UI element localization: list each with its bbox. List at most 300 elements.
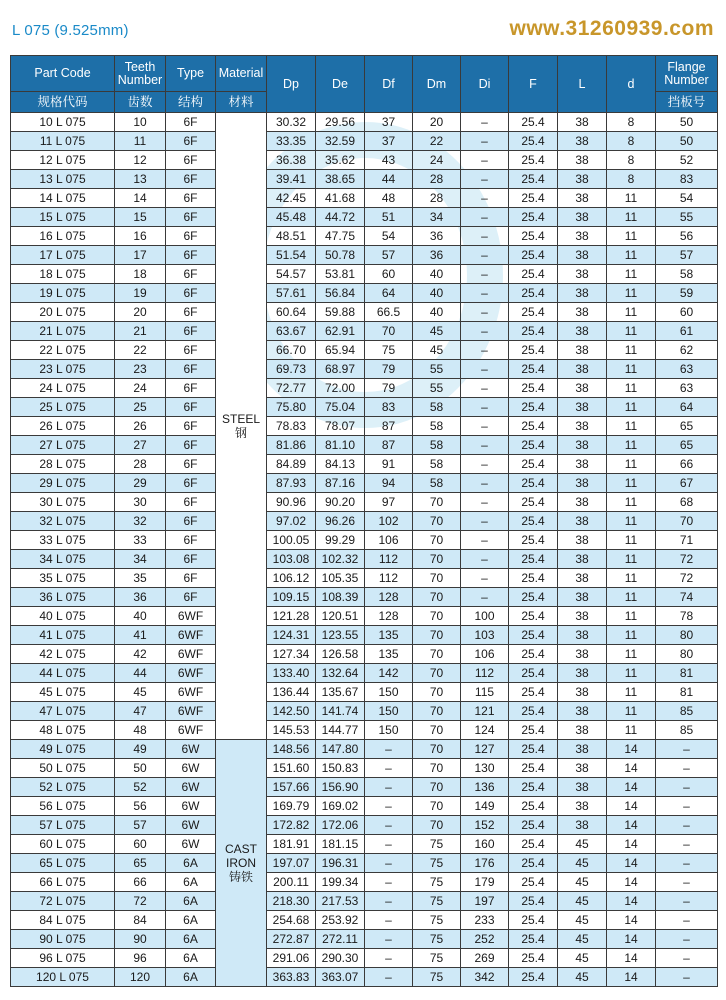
cell-d: 11 [607, 436, 656, 455]
cell-d: 11 [607, 645, 656, 664]
cell-l: 38 [558, 588, 607, 607]
cell-di: – [461, 208, 509, 227]
cell-d: 8 [607, 170, 656, 189]
cell-de: 253.92 [316, 911, 365, 930]
cell-di: – [461, 360, 509, 379]
cell-f: 25.4 [509, 702, 558, 721]
cell-de: 32.59 [316, 132, 365, 151]
cell-d: 11 [607, 341, 656, 360]
cell-dp: 145.53 [267, 721, 316, 740]
cell-flange-number: 68 [656, 493, 718, 512]
cell-flange-number: – [656, 930, 718, 949]
cell-de: 290.30 [316, 949, 365, 968]
cell-di: – [461, 322, 509, 341]
cell-de: 108.39 [316, 588, 365, 607]
cell-dm: 75 [413, 930, 461, 949]
cell-type: 6A [166, 873, 216, 892]
material-steel-en: STEEL [221, 412, 260, 426]
cell-l: 38 [558, 227, 607, 246]
cell-di: 149 [461, 797, 509, 816]
cell-de: 81.10 [316, 436, 365, 455]
cell-d: 14 [607, 835, 656, 854]
cell-d: 14 [607, 949, 656, 968]
cell-flange-number: 55 [656, 208, 718, 227]
cell-part-code: 16 L 075 [11, 227, 115, 246]
cell-dm: 70 [413, 702, 461, 721]
cell-type: 6A [166, 968, 216, 987]
cell-flange-number: 70 [656, 512, 718, 531]
cell-de: 141.74 [316, 702, 365, 721]
cell-type: 6F [166, 417, 216, 436]
cell-df: 128 [365, 607, 413, 626]
cell-type: 6A [166, 930, 216, 949]
cell-df: 106 [365, 531, 413, 550]
cell-type: 6F [166, 132, 216, 151]
page-title: L 075 (9.525mm) [12, 22, 129, 39]
cell-dm: 22 [413, 132, 461, 151]
cell-type: 6A [166, 854, 216, 873]
material-cast-line2: IRON [226, 856, 256, 870]
table-row [11, 170, 718, 189]
cell-dm: 70 [413, 607, 461, 626]
cell-part-code: 66 L 075 [11, 873, 115, 892]
cell-flange-number: 85 [656, 721, 718, 740]
cell-di: 127 [461, 740, 509, 759]
cell-di: 197 [461, 892, 509, 911]
cell-de: 50.78 [316, 246, 365, 265]
header-dp: Dp [267, 56, 316, 113]
cell-f: 25.4 [509, 417, 558, 436]
cell-part-code: 21 L 075 [11, 322, 115, 341]
cell-di: 179 [461, 873, 509, 892]
cell-type: 6F [166, 455, 216, 474]
cell-dm: 70 [413, 531, 461, 550]
cell-di: – [461, 341, 509, 360]
cell-teeth-number: 120 [115, 968, 166, 987]
table-row [11, 892, 718, 911]
cell-flange-number: 52 [656, 151, 718, 170]
cell-df: 87 [365, 417, 413, 436]
cell-f: 25.4 [509, 531, 558, 550]
table-row [11, 227, 718, 246]
table-row [11, 759, 718, 778]
cell-dm: 70 [413, 493, 461, 512]
cell-f: 25.4 [509, 930, 558, 949]
cell-di: – [461, 588, 509, 607]
cell-dp: 36.38 [267, 151, 316, 170]
cell-l: 38 [558, 189, 607, 208]
cell-dp: 63.67 [267, 322, 316, 341]
cell-f: 25.4 [509, 113, 558, 132]
cell-d: 14 [607, 854, 656, 873]
cell-teeth-number: 66 [115, 873, 166, 892]
cell-dp: 157.66 [267, 778, 316, 797]
cell-de: 102.32 [316, 550, 365, 569]
table-row [11, 645, 718, 664]
cell-flange-number: 85 [656, 702, 718, 721]
cell-type: 6WF [166, 607, 216, 626]
cell-df: 70 [365, 322, 413, 341]
cell-df: – [365, 873, 413, 892]
cell-flange-number: – [656, 797, 718, 816]
cell-de: 65.94 [316, 341, 365, 360]
cell-di: – [461, 531, 509, 550]
cell-dp: 103.08 [267, 550, 316, 569]
cell-df: 135 [365, 626, 413, 645]
cell-d: 11 [607, 702, 656, 721]
cell-flange-number: 74 [656, 588, 718, 607]
cell-df: – [365, 778, 413, 797]
cell-part-code: 41 L 075 [11, 626, 115, 645]
cell-flange-number: 83 [656, 170, 718, 189]
cell-teeth-number: 25 [115, 398, 166, 417]
cell-type: 6F [166, 284, 216, 303]
cell-part-code: 120 L 075 [11, 968, 115, 987]
cell-df: – [365, 911, 413, 930]
cell-di: 342 [461, 968, 509, 987]
cell-teeth-number: 13 [115, 170, 166, 189]
cell-teeth-number: 42 [115, 645, 166, 664]
cell-type: 6F [166, 493, 216, 512]
table-row [11, 930, 718, 949]
cell-part-code: 72 L 075 [11, 892, 115, 911]
cell-de: 156.90 [316, 778, 365, 797]
cell-part-code: 34 L 075 [11, 550, 115, 569]
cell-type: 6A [166, 949, 216, 968]
cell-teeth-number: 16 [115, 227, 166, 246]
cell-teeth-number: 96 [115, 949, 166, 968]
cell-f: 25.4 [509, 968, 558, 987]
cell-dm: 58 [413, 474, 461, 493]
cell-dp: 124.31 [267, 626, 316, 645]
cell-dm: 45 [413, 341, 461, 360]
cell-type: 6WF [166, 626, 216, 645]
cell-flange-number: 59 [656, 284, 718, 303]
cell-l: 38 [558, 265, 607, 284]
cell-de: 90.20 [316, 493, 365, 512]
cell-flange-number: – [656, 816, 718, 835]
cell-di: – [461, 227, 509, 246]
cell-dm: 70 [413, 626, 461, 645]
cell-l: 38 [558, 493, 607, 512]
cell-type: 6WF [166, 683, 216, 702]
cell-part-code: 27 L 075 [11, 436, 115, 455]
cell-type: 6F [166, 379, 216, 398]
cell-dp: 39.41 [267, 170, 316, 189]
cell-part-code: 11 L 075 [11, 132, 115, 151]
cell-f: 25.4 [509, 740, 558, 759]
cell-di: – [461, 569, 509, 588]
cell-dm: 36 [413, 246, 461, 265]
cell-f: 25.4 [509, 455, 558, 474]
cell-flange-number: – [656, 759, 718, 778]
cell-flange-number: 72 [656, 550, 718, 569]
cell-d: 8 [607, 132, 656, 151]
cell-de: 56.84 [316, 284, 365, 303]
cell-type: 6W [166, 759, 216, 778]
cell-teeth-number: 32 [115, 512, 166, 531]
cell-l: 38 [558, 151, 607, 170]
table-row [11, 341, 718, 360]
cell-de: 29.56 [316, 113, 365, 132]
table-row [11, 189, 718, 208]
cell-flange-number: 56 [656, 227, 718, 246]
cell-d: 11 [607, 512, 656, 531]
cell-type: 6F [166, 303, 216, 322]
cell-dp: 272.87 [267, 930, 316, 949]
cell-f: 25.4 [509, 911, 558, 930]
table-row [11, 398, 718, 417]
cell-type: 6F [166, 208, 216, 227]
cell-type: 6F [166, 569, 216, 588]
cell-de: 135.67 [316, 683, 365, 702]
cell-f: 25.4 [509, 721, 558, 740]
cell-dp: 51.54 [267, 246, 316, 265]
cell-d: 14 [607, 968, 656, 987]
cell-f: 25.4 [509, 797, 558, 816]
cell-type: 6F [166, 189, 216, 208]
cell-df: 48 [365, 189, 413, 208]
cell-dp: 121.28 [267, 607, 316, 626]
cell-di: 269 [461, 949, 509, 968]
cell-dm: 55 [413, 379, 461, 398]
cell-f: 25.4 [509, 835, 558, 854]
table-row [11, 569, 718, 588]
cell-d: 11 [607, 322, 656, 341]
material-cast-line1: CAST [224, 842, 257, 856]
cell-dm: 70 [413, 740, 461, 759]
cell-flange-number: 67 [656, 474, 718, 493]
cell-dp: 30.32 [267, 113, 316, 132]
table-row [11, 721, 718, 740]
cell-dp: 169.79 [267, 797, 316, 816]
cell-dm: 70 [413, 759, 461, 778]
cell-type: 6F [166, 436, 216, 455]
cell-teeth-number: 57 [115, 816, 166, 835]
cell-d: 11 [607, 360, 656, 379]
cell-dm: 34 [413, 208, 461, 227]
cell-d: 11 [607, 227, 656, 246]
cell-de: 75.04 [316, 398, 365, 417]
cell-l: 45 [558, 930, 607, 949]
cell-f: 25.4 [509, 436, 558, 455]
cell-f: 25.4 [509, 284, 558, 303]
cell-part-code: 10 L 075 [11, 113, 115, 132]
cell-dm: 70 [413, 683, 461, 702]
cell-de: 120.51 [316, 607, 365, 626]
cell-flange-number: 58 [656, 265, 718, 284]
cell-dp: 33.35 [267, 132, 316, 151]
cell-type: 6WF [166, 702, 216, 721]
cell-f: 25.4 [509, 569, 558, 588]
cell-part-code: 33 L 075 [11, 531, 115, 550]
cell-dm: 58 [413, 436, 461, 455]
cell-part-code: 65 L 075 [11, 854, 115, 873]
cell-de: 44.72 [316, 208, 365, 227]
header-type: Type [166, 56, 216, 92]
cell-d: 11 [607, 626, 656, 645]
cell-teeth-number: 33 [115, 531, 166, 550]
cell-dm: 28 [413, 189, 461, 208]
header-part-code-cn: 规格代码 [11, 92, 115, 113]
cell-dp: 142.50 [267, 702, 316, 721]
cell-df: – [365, 968, 413, 987]
cell-di: – [461, 379, 509, 398]
cell-flange-number: 60 [656, 303, 718, 322]
cell-de: 150.83 [316, 759, 365, 778]
cell-df: 112 [365, 569, 413, 588]
cell-df: 97 [365, 493, 413, 512]
cell-df: – [365, 740, 413, 759]
cell-f: 25.4 [509, 607, 558, 626]
cell-flange-number: 81 [656, 683, 718, 702]
website-url[interactable]: www.31260939.com [509, 17, 714, 40]
cell-dm: 70 [413, 816, 461, 835]
cell-f: 25.4 [509, 303, 558, 322]
cell-part-code: 25 L 075 [11, 398, 115, 417]
cell-dp: 48.51 [267, 227, 316, 246]
cell-di: – [461, 113, 509, 132]
cell-di: – [461, 493, 509, 512]
cell-de: 38.65 [316, 170, 365, 189]
cell-de: 96.26 [316, 512, 365, 531]
cell-part-code: 36 L 075 [11, 588, 115, 607]
table-row [11, 151, 718, 170]
cell-l: 38 [558, 626, 607, 645]
cell-de: 87.16 [316, 474, 365, 493]
cell-d: 14 [607, 892, 656, 911]
cell-dm: 75 [413, 949, 461, 968]
cell-part-code: 35 L 075 [11, 569, 115, 588]
cell-d: 11 [607, 721, 656, 740]
cell-part-code: 14 L 075 [11, 189, 115, 208]
cell-d: 11 [607, 683, 656, 702]
cell-f: 25.4 [509, 664, 558, 683]
cell-f: 25.4 [509, 227, 558, 246]
cell-teeth-number: 23 [115, 360, 166, 379]
cell-di: – [461, 284, 509, 303]
cell-teeth-number: 60 [115, 835, 166, 854]
cell-teeth-number: 56 [115, 797, 166, 816]
cell-dp: 218.30 [267, 892, 316, 911]
cell-d: 14 [607, 911, 656, 930]
cell-de: 62.91 [316, 322, 365, 341]
cell-de: 363.07 [316, 968, 365, 987]
table-row [11, 778, 718, 797]
cell-de: 147.80 [316, 740, 365, 759]
cell-f: 25.4 [509, 246, 558, 265]
cell-teeth-number: 29 [115, 474, 166, 493]
cell-di: 176 [461, 854, 509, 873]
cell-type: 6F [166, 512, 216, 531]
cell-d: 11 [607, 265, 656, 284]
cell-df: 64 [365, 284, 413, 303]
cell-f: 25.4 [509, 322, 558, 341]
cell-de: 126.58 [316, 645, 365, 664]
material-cell-cast-iron [216, 740, 267, 987]
table-row [11, 303, 718, 322]
table-row [11, 740, 718, 759]
cell-dp: 78.83 [267, 417, 316, 436]
cell-df: 37 [365, 113, 413, 132]
cell-l: 38 [558, 759, 607, 778]
cell-dm: 58 [413, 417, 461, 436]
cell-type: 6F [166, 227, 216, 246]
table-row [11, 265, 718, 284]
cell-dp: 75.80 [267, 398, 316, 417]
cell-teeth-number: 84 [115, 911, 166, 930]
cell-dp: 172.82 [267, 816, 316, 835]
cell-l: 38 [558, 322, 607, 341]
cell-teeth-number: 18 [115, 265, 166, 284]
table-row [11, 588, 718, 607]
cell-dp: 57.61 [267, 284, 316, 303]
cell-dp: 133.40 [267, 664, 316, 683]
cell-teeth-number: 35 [115, 569, 166, 588]
cell-d: 11 [607, 664, 656, 683]
cell-type: 6F [166, 588, 216, 607]
cell-teeth-number: 10 [115, 113, 166, 132]
header-part-code: Part Code [11, 56, 115, 92]
table-row [11, 132, 718, 151]
cell-de: 181.15 [316, 835, 365, 854]
cell-flange-number: 57 [656, 246, 718, 265]
cell-de: 47.75 [316, 227, 365, 246]
cell-de: 196.31 [316, 854, 365, 873]
cell-part-code: 17 L 075 [11, 246, 115, 265]
cell-teeth-number: 44 [115, 664, 166, 683]
cell-l: 38 [558, 797, 607, 816]
cell-part-code: 48 L 075 [11, 721, 115, 740]
cell-di: – [461, 246, 509, 265]
header-teeth-number: Teeth Number [115, 56, 166, 92]
cell-l: 38 [558, 702, 607, 721]
cell-part-code: 84 L 075 [11, 911, 115, 930]
cell-part-code: 40 L 075 [11, 607, 115, 626]
cell-di: – [461, 189, 509, 208]
cell-part-code: 30 L 075 [11, 493, 115, 512]
cell-de: 53.81 [316, 265, 365, 284]
cell-dm: 70 [413, 550, 461, 569]
cell-part-code: 44 L 075 [11, 664, 115, 683]
cell-dp: 81.86 [267, 436, 316, 455]
cell-teeth-number: 72 [115, 892, 166, 911]
cell-d: 11 [607, 284, 656, 303]
cell-flange-number: 81 [656, 664, 718, 683]
cell-d: 11 [607, 246, 656, 265]
cell-f: 25.4 [509, 360, 558, 379]
material-cell-steel [216, 113, 267, 740]
cell-df: – [365, 835, 413, 854]
cell-f: 25.4 [509, 854, 558, 873]
header-de: De [316, 56, 365, 113]
cell-d: 14 [607, 816, 656, 835]
cell-l: 45 [558, 949, 607, 968]
cell-l: 38 [558, 816, 607, 835]
cell-part-code: 19 L 075 [11, 284, 115, 303]
header-d: d [607, 56, 656, 113]
table-row [11, 512, 718, 531]
cell-l: 45 [558, 873, 607, 892]
cell-l: 38 [558, 341, 607, 360]
cell-teeth-number: 20 [115, 303, 166, 322]
cell-flange-number: 50 [656, 132, 718, 151]
cell-teeth-number: 36 [115, 588, 166, 607]
cell-teeth-number: 28 [115, 455, 166, 474]
cell-dm: 70 [413, 797, 461, 816]
cell-part-code: 18 L 075 [11, 265, 115, 284]
cell-dp: 87.93 [267, 474, 316, 493]
